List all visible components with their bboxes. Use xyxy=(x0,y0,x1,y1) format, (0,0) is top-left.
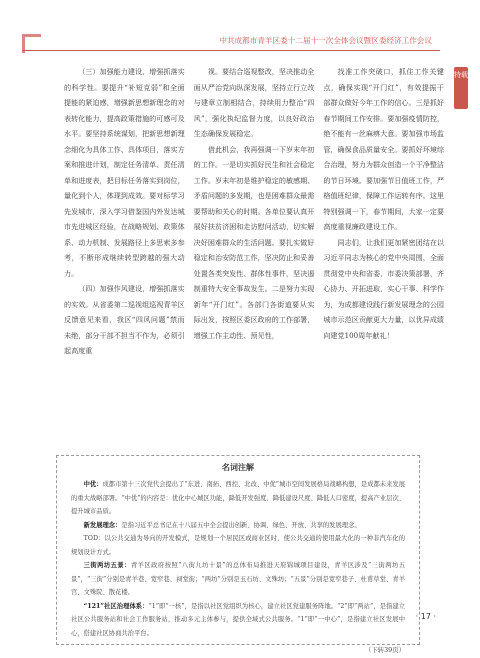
column-3 xyxy=(323,64,444,390)
paragraph: （四）加强作风建设，增强抓落实的实效。从省委第二巡视组巡视青羊区反馈意见来看，我区“四风问题”禁而未绝，部分干部不担当不作为，必须引起高度重 xyxy=(64,284,185,355)
glossary-item xyxy=(71,559,405,600)
glossary-heading: 名词注解 xyxy=(222,463,254,472)
column-2 xyxy=(194,64,315,390)
glossary-definition: “1”即“一核”，是指以社区党组织为核心，建立社区党建服务阵地。“2”即“两站”，是指建立社区公共服务站和社会工作服务站，推动多元主体参与，提供全域式公共服务。“1”即“一中心”，是指建立社区发展中心，搭建社区协商共治平台。 xyxy=(71,602,405,637)
glossary-definition: 是指习近平总书记在十八届五中全会提出创新、协调、绿色、开放、共享的发展理念。 xyxy=(121,521,361,529)
page-number: · 17 · xyxy=(415,612,436,621)
glossary-definition: 成都市第十三次党代会提出了“东进、南拓、西控、北改、中优”城市空间发展格局战略构想，是成都未来发展的重大战略部署。“中优”的内容是：优化中心城区功能，降低开发强度、降低建设尺度、降低人口密度，提高产业层次、提升城市品质。 xyxy=(71,481,405,515)
continued-note: （下转39页） xyxy=(364,646,405,654)
glossary-item xyxy=(71,478,405,519)
header-title: 中共成都市青羊区委十二届十一次全体会议暨区委经济工作会议 xyxy=(219,36,432,45)
header-decoration xyxy=(22,34,41,53)
paragraph: 借此机会，我再强调一下岁末年初的工作。一是切实抓好民生和社会稳定工作。岁末年初是维护稳定的敏感期、矛盾问题的多发期，也是困难群众最需要帮助和关心的时期。各单位要认真开展好扶贫济困和走访慰问活动，切实解决好困难群众的生活问题。要扎实做好稳定和治安防范工作，坚决防止和妥善处置各类突发性、群体性事件，坚决遏制重特大安全事故发生。二是努力实现新年“开门红”。各部门各街道要从实际出发，按照区委区政府的工作部署，增强工作主动性、预见性， xyxy=(193,144,315,340)
article-body xyxy=(64,64,444,390)
column-1 xyxy=(64,64,185,390)
glossary-content xyxy=(71,478,405,658)
glossary-definition: TOD：以公共交通为导向的开发模式，是规划一个居民区或商业区时，使公共交通的使用最大化的一种非汽车化的规划设计方式。 xyxy=(71,535,405,556)
glossary-term: 新发展理念： xyxy=(83,521,122,529)
glossary-box xyxy=(56,455,420,654)
glossary-item xyxy=(71,600,405,641)
glossary-term: 三街两坊五景： xyxy=(83,562,131,569)
page-header xyxy=(22,34,440,51)
glossary-term: 中优： xyxy=(83,481,103,488)
glossary-item xyxy=(71,532,405,559)
section-tab: 特载 xyxy=(454,67,468,109)
glossary-item xyxy=(71,519,405,533)
paragraph: 视。要结合巡视整改，坚决推动全面从严治党向纵深发展，坚持立行立改与建章立制相结合，持续用力整治“四风”，强化执纪监督力度，以良好政治生态确保发展稳定。 xyxy=(193,67,315,138)
glossary-definition: 青羊区政府按照“八街九坊十景”的总体布局推进天府锦城项目建设，青羊区涉及“三街两坊五景”，“三街”分别是青羊巷、宽窄巷、祠堂街；“两坊”分别是玉石坊、文殊坊；“五景”分别是宽窄巷子、杜甫草堂、青羊宫、文殊院、散花楼。 xyxy=(71,562,406,596)
paragraph: 同志们，让我们更加紧密团结在以习近平同志为核心的党中央周围，全面贯彻党中央和省委、市委决策部署，齐心协力、开拓进取，实心干事、科学作为，为成都建设践行新发展理念的公园城市示范区贡献更大力量，以优异成绩向建党100周年献礼！ xyxy=(323,237,445,340)
paragraph: （三）加强能力建设，增强抓落实的科学性。要提升“补短克弱”和全面提能的紧迫感，增强新思想新理念的对表转化能力，提高政策措施的可感可及水平。要坚持系统谋划，把新思想新理念细化为具体工作、具体项目，落实方案和推进计划，制定任务清单、责任清单和进度表，把目标任务落实到岗位，量化到个人，体现到成效。要对标学习先发城市，深入学习借鉴国内外发达城市先进城区经验，在战略规划、政策体系、动力机制、发展路径上多思索多参考，不断形成继续转型跨越的强大动力。 xyxy=(64,67,185,278)
paragraph: 找准工作突破口，抓住工作关键点，确保实现“开门红”，有效提振干部群众做好今年工作的信心。三是抓好春节期间工作安排。要加强疫情防控，绝不能有一丝麻痹大意。要加强市场监管，确保食品质量安全。要抓好环境综合治理，努力为群众创造一个干净整洁的节日环境。要加强节日值班工作，严格值班纪律，保障工作运转有序。这里特别强调一下，春节期间，大家一定要高度重视廉政建设工作。 xyxy=(323,67,445,231)
glossary-term: “121”社区治理体系： xyxy=(83,602,149,610)
